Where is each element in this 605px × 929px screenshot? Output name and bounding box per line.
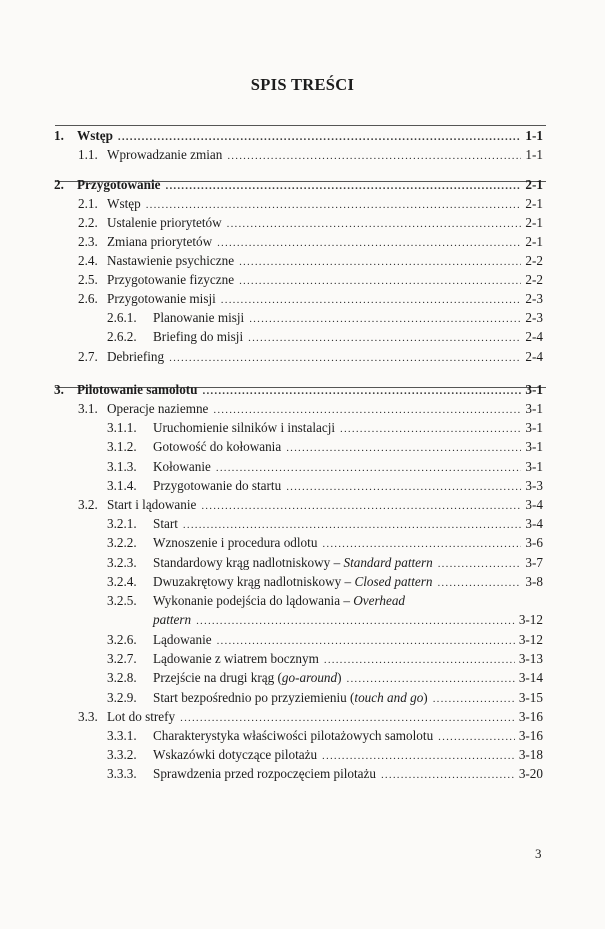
toc-entry-page: 3-4 — [525, 497, 543, 512]
toc-entry-number: 3.2.7. — [107, 651, 137, 666]
toc-entry-title: Start bezpośrednio po przyziemieniu (touch and go) — [153, 690, 428, 705]
toc-entry-title: Kołowanie — [153, 459, 211, 474]
toc-entry — [107, 214, 543, 233]
dot-leader — [322, 748, 515, 765]
toc-entry — [107, 708, 543, 727]
toc-entry-number: 3.1.3. — [107, 459, 137, 474]
toc-entry — [153, 689, 543, 708]
toc-entry-title: Lot do strefy — [107, 709, 176, 724]
toc-entry-page: 2-1 — [525, 215, 543, 230]
toc-entry-title: Lądowanie — [153, 632, 212, 647]
dot-leader — [347, 671, 515, 688]
toc-entry-page: 3-1 — [525, 382, 543, 397]
toc-entry-number: 1.1. — [78, 147, 98, 162]
toc-entry — [77, 381, 543, 400]
toc-entry-number: 2.5. — [78, 272, 98, 287]
toc-entry-title: Debriefing — [107, 349, 165, 364]
toc-entry-page: 3-6 — [525, 535, 543, 550]
toc-entry-number: 2. — [54, 177, 64, 192]
toc-entry — [153, 746, 543, 765]
toc-entry-number: 2.1. — [78, 196, 98, 211]
toc-entry-page: 3-14 — [518, 670, 543, 685]
toc-entry — [153, 515, 543, 534]
toc-entry — [153, 650, 543, 669]
toc-entry — [107, 252, 543, 271]
toc-entry-number: 2.4. — [78, 253, 98, 268]
toc-entry-title: Sprawdzenia przed rozpoczęciem pilotażu — [153, 766, 376, 781]
toc-entry-page: 2-3 — [525, 310, 543, 325]
top-rule — [55, 125, 546, 126]
dot-leader — [249, 311, 521, 328]
dot-leader — [213, 402, 521, 419]
toc-entry-page: 2-1 — [525, 234, 543, 249]
toc-entry-page: 2-2 — [525, 253, 543, 268]
dot-leader — [180, 710, 515, 727]
toc-entry-title: Briefing do misji — [153, 329, 244, 344]
dot-leader — [216, 460, 522, 477]
dot-leader — [239, 273, 521, 290]
toc-entry — [107, 348, 543, 367]
toc-entry-page: 2-1 — [525, 196, 543, 211]
toc-entry-page: 3-8 — [525, 574, 543, 589]
toc-entry-title: Standardowy krąg nadlotniskowy – Standard pattern — [153, 555, 433, 570]
toc-entry-number: 3.3.2. — [107, 747, 137, 762]
toc-entry-title: Dwuzakrętowy krąg nadlotniskowy – Closed pattern — [153, 574, 433, 589]
toc-entry-title: Planowanie misji — [153, 310, 245, 325]
toc-entry-page: 2-2 — [525, 272, 543, 287]
toc-entry-title: pattern — [153, 612, 192, 627]
toc-entry — [153, 669, 543, 688]
toc-entry-title: Operacje naziemne — [107, 401, 209, 416]
toc-entry-number: 3.3. — [78, 709, 98, 724]
toc-entry-title: Przygotowanie do startu — [153, 478, 282, 493]
toc-entry-number: 3.1.1. — [107, 420, 137, 435]
dot-leader — [221, 292, 522, 309]
toc-entry-title: Wprowadzanie zmian — [107, 147, 223, 162]
dot-leader — [286, 479, 521, 496]
toc-entry-number: 3.1.4. — [107, 478, 137, 493]
dot-leader — [438, 556, 522, 573]
toc-entry — [77, 176, 543, 195]
dot-leader — [201, 498, 521, 515]
toc-entry-number: 3.2.5. — [107, 593, 137, 608]
dot-leader — [286, 440, 521, 457]
toc-entry-title: Pilotowanie samolotu — [77, 382, 198, 397]
toc-entry — [153, 328, 543, 347]
toc-entry — [107, 400, 543, 419]
dot-leader — [239, 254, 521, 271]
toc-entry-title: Przygotowanie fizyczne — [107, 272, 235, 287]
toc-entry — [153, 727, 543, 746]
toc-entry-title: Nastawienie psychiczne — [107, 253, 235, 268]
toc-entry-number: 3.2.9. — [107, 690, 137, 705]
dot-leader — [166, 178, 522, 195]
dot-leader — [227, 216, 522, 233]
toc-entry-title: Przygotowanie — [77, 177, 161, 192]
toc-entry-title: Zmiana priorytetów — [107, 234, 213, 249]
dot-leader — [437, 575, 521, 592]
toc-entry-title: Wznoszenie i procedura odlotu — [153, 535, 318, 550]
toc-entry-page: 3-15 — [518, 690, 543, 705]
toc-entry-page: 3-1 — [525, 459, 543, 474]
dot-leader — [169, 350, 521, 367]
toc-entry-page: 3-7 — [525, 555, 543, 570]
toc-entry-title: Wskazówki dotyczące pilotażu — [153, 747, 318, 762]
toc-entry — [107, 233, 543, 252]
dot-leader — [118, 129, 522, 146]
toc-entry — [77, 127, 543, 146]
toc-entry — [107, 195, 543, 214]
toc-entry-page: 3-13 — [518, 651, 543, 666]
dot-leader — [322, 536, 521, 553]
toc-entry-title: Start i lądowanie — [107, 497, 197, 512]
toc-entry-title: Lądowanie z wiatrem bocznym — [153, 651, 319, 666]
toc-entry-number: 2.6.1. — [107, 310, 137, 325]
dot-leader — [183, 517, 521, 534]
toc-entry-page: 3-16 — [518, 709, 543, 724]
toc-entry-page: 3-4 — [525, 516, 543, 531]
toc-entry-number: 2.6.2. — [107, 329, 137, 344]
toc-entry-number: 3.2.3. — [107, 555, 137, 570]
toc-entry — [153, 592, 543, 609]
page-title: SPIS TREŚCI — [250, 75, 355, 94]
toc-entry-page: 3-1 — [525, 439, 543, 454]
toc-entry-title: Charakterystyka właściwości pilotażowych samolotu — [153, 728, 434, 743]
toc-entry — [153, 573, 543, 592]
toc-entry-page: 3-20 — [518, 766, 543, 781]
toc-entry-number: 2.7. — [78, 349, 98, 364]
toc-entry — [107, 146, 543, 165]
toc-entry-title: Przejście na drugi krąg (go-around) — [153, 670, 342, 685]
toc-entry-number: 3.2.6. — [107, 632, 137, 647]
toc-entry-number: 1. — [54, 128, 64, 143]
toc-entry-page: 2-3 — [525, 291, 543, 306]
dot-leader — [146, 197, 522, 214]
toc-entry-page: 3-12 — [518, 612, 543, 627]
toc-entry — [153, 458, 543, 477]
toc-entry-page: 3-3 — [525, 478, 543, 493]
toc-entry — [153, 765, 543, 784]
toc-entry-number: 3. — [54, 382, 64, 397]
toc-entry — [107, 496, 543, 515]
dot-leader — [196, 613, 515, 630]
toc-entry — [153, 611, 543, 630]
dot-leader — [381, 767, 515, 784]
toc-entry-number: 3.2.1. — [107, 516, 137, 531]
toc-entry-page: 2-4 — [525, 349, 543, 364]
toc-entry-number: 2.3. — [78, 234, 98, 249]
dot-leader — [433, 691, 515, 708]
toc-entry — [153, 309, 543, 328]
toc-entry — [153, 419, 543, 438]
toc-entry — [153, 554, 543, 573]
toc-entry-title: Uruchomienie silników i instalacji — [153, 420, 336, 435]
toc-entry-number: 3.2. — [78, 497, 98, 512]
toc-entry-title: Ustalenie priorytetów — [107, 215, 222, 230]
dot-leader — [217, 235, 521, 252]
toc-entry — [153, 631, 543, 650]
dot-leader — [438, 729, 515, 746]
toc-entry-page: 2-1 — [525, 177, 543, 192]
toc-entry-number: 3.2.8. — [107, 670, 137, 685]
toc-entry — [107, 290, 543, 309]
toc-entry-page: 3-12 — [518, 632, 543, 647]
dot-leader — [203, 383, 522, 400]
toc-entry-title: Wstęp — [107, 196, 141, 211]
dot-leader — [248, 330, 521, 347]
toc-entry-page: 2-4 — [525, 329, 543, 344]
toc-entry-title: Gotowość do kołowania — [153, 439, 282, 454]
toc-entry-page: 1-1 — [525, 128, 543, 143]
toc-entry-number: 2.2. — [78, 215, 98, 230]
toc-entry-title: Wykonanie podejścia do lądowania – Overhead — [153, 593, 406, 608]
toc-entry — [153, 438, 543, 457]
dot-leader — [227, 148, 521, 165]
toc-entry — [153, 477, 543, 496]
toc-entry-number: 3.2.2. — [107, 535, 137, 550]
dot-leader — [217, 633, 515, 650]
toc-entry-title: Wstęp — [77, 128, 113, 143]
toc-entry-page: 1-1 — [525, 147, 543, 162]
toc-entry-page: 3-16 — [518, 728, 543, 743]
toc-entry — [153, 534, 543, 553]
toc-entry-number: 2.6. — [78, 291, 98, 306]
toc-entry-page: 3-18 — [518, 747, 543, 762]
toc-entry — [107, 271, 543, 290]
toc-entry-page: 3-1 — [525, 420, 543, 435]
toc-entry-number: 3.1. — [78, 401, 98, 416]
page-number: 3 — [535, 846, 542, 861]
toc-entry-title: Przygotowanie misji — [107, 291, 216, 306]
toc-entry-number: 3.1.2. — [107, 439, 137, 454]
toc-entry-number: 3.3.3. — [107, 766, 137, 781]
toc-entry-title: Start — [153, 516, 178, 531]
toc-entry-number: 3.2.4. — [107, 574, 137, 589]
toc-entry-number: 3.3.1. — [107, 728, 137, 743]
toc-entry-page: 3-1 — [525, 401, 543, 416]
dot-leader — [324, 652, 515, 669]
dot-leader — [340, 421, 521, 438]
